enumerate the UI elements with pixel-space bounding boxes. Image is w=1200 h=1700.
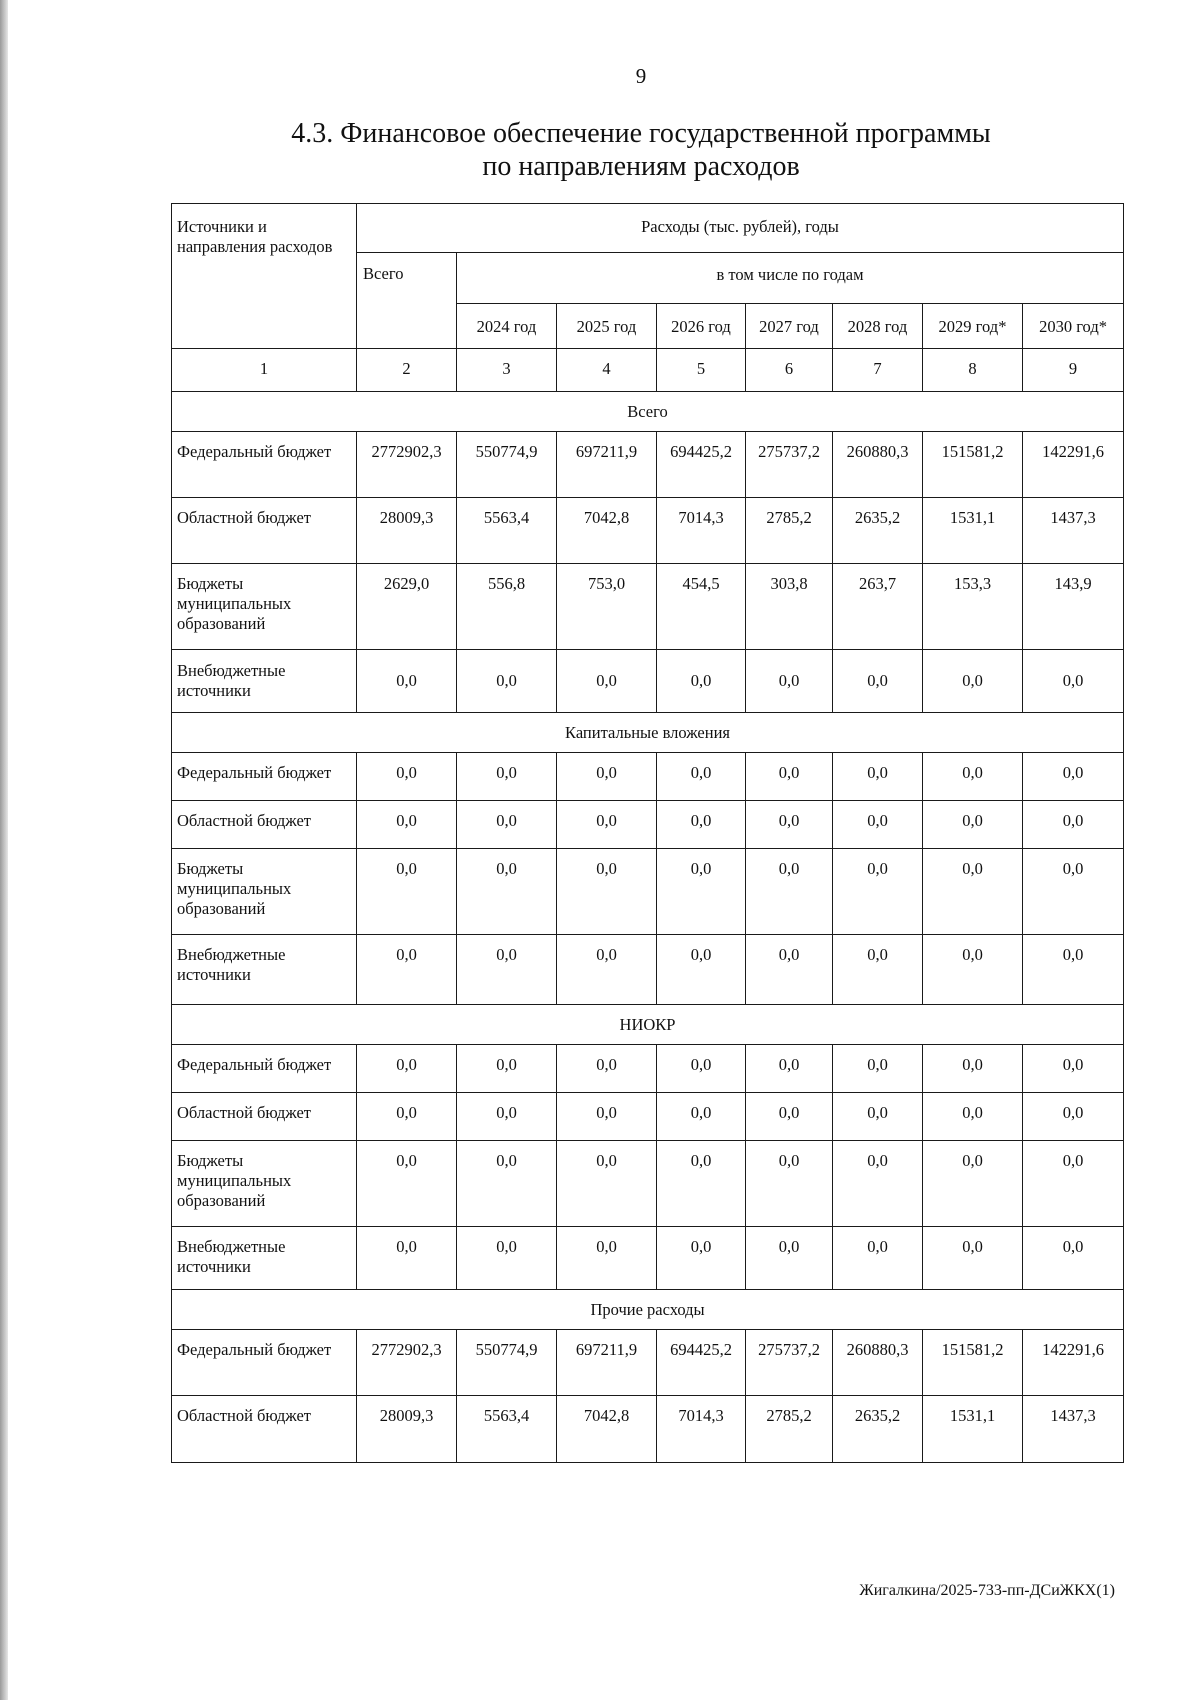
column-number: 9 [1023, 349, 1124, 392]
table-row [172, 1227, 1124, 1290]
column-number: 8 [923, 349, 1023, 392]
row-value: 0,0 [457, 1093, 557, 1141]
section-title: Капитальные вложения [172, 713, 1124, 753]
row-value: 0,0 [657, 650, 746, 713]
row-value: 1437,3 [1023, 1396, 1124, 1463]
row-value: 1531,1 [923, 1396, 1023, 1463]
row-value: 0,0 [1023, 1227, 1124, 1290]
row-label: Областной бюджет [172, 1396, 357, 1463]
row-value: 263,7 [833, 564, 923, 650]
header-by-years: в том числе по годам [457, 253, 1124, 304]
row-label: Федеральный бюджет [172, 1330, 357, 1396]
row-label: Федеральный бюджет [172, 753, 357, 801]
row-label: Федеральный бюджет [172, 1045, 357, 1093]
table-row [172, 849, 1124, 935]
row-value: 275737,2 [746, 1330, 833, 1396]
title-line-1: 4.3. Финансовое обеспечение государственной программы [291, 118, 991, 149]
column-number: 6 [746, 349, 833, 392]
row-value: 0,0 [657, 1093, 746, 1141]
row-value: 0,0 [1023, 1093, 1124, 1141]
row-value: 7014,3 [657, 498, 746, 564]
row-label: Бюджеты муниципальных образований [172, 1141, 357, 1227]
table-row [172, 1330, 1124, 1396]
row-value: 0,0 [1023, 650, 1124, 713]
row-value: 7042,8 [557, 1396, 657, 1463]
header-year: 2024 год [457, 304, 557, 349]
table-row [172, 498, 1124, 564]
table-row [172, 1045, 1124, 1093]
financing-table [171, 203, 1124, 1463]
table-row [172, 1093, 1124, 1141]
row-value: 153,3 [923, 564, 1023, 650]
row-value: 0,0 [357, 1227, 457, 1290]
row-value: 0,0 [1023, 801, 1124, 849]
row-value: 2772902,3 [357, 1330, 457, 1396]
row-value: 697211,9 [557, 432, 657, 498]
row-value: 753,0 [557, 564, 657, 650]
header-year: 2026 год [657, 304, 746, 349]
row-value: 0,0 [1023, 1045, 1124, 1093]
row-value: 0,0 [746, 1227, 833, 1290]
header-year: 2025 год [557, 304, 657, 349]
table-row [172, 935, 1124, 1005]
row-value: 0,0 [833, 935, 923, 1005]
row-value: 0,0 [557, 1227, 657, 1290]
row-label: Федеральный бюджет [172, 432, 357, 498]
section-header-row [172, 1005, 1124, 1045]
row-value: 0,0 [923, 935, 1023, 1005]
title-line-2: по направлениям расходов [482, 151, 800, 182]
row-value: 275737,2 [746, 432, 833, 498]
row-value: 0,0 [923, 650, 1023, 713]
row-value: 0,0 [557, 1093, 657, 1141]
row-value: 0,0 [1023, 849, 1124, 935]
row-label: Внебюджетные источники [172, 650, 357, 713]
row-value: 0,0 [1023, 1141, 1124, 1227]
row-value: 260880,3 [833, 1330, 923, 1396]
row-value: 0,0 [746, 801, 833, 849]
section-header-row [172, 1290, 1124, 1330]
row-value: 0,0 [557, 935, 657, 1005]
row-value: 0,0 [457, 801, 557, 849]
row-value: 28009,3 [357, 498, 457, 564]
table-row [172, 432, 1124, 498]
row-value: 0,0 [457, 1045, 557, 1093]
row-value: 550774,9 [457, 432, 557, 498]
row-value: 303,8 [746, 564, 833, 650]
row-label: Внебюджетные источники [172, 935, 357, 1005]
row-value: 0,0 [357, 650, 457, 713]
row-value: 7042,8 [557, 498, 657, 564]
row-value: 0,0 [357, 1093, 457, 1141]
row-value: 0,0 [746, 1093, 833, 1141]
row-value: 0,0 [557, 650, 657, 713]
row-value: 142291,6 [1023, 432, 1124, 498]
row-value: 151581,2 [923, 1330, 1023, 1396]
table-row [172, 801, 1124, 849]
row-value: 260880,3 [833, 432, 923, 498]
row-value: 7014,3 [657, 1396, 746, 1463]
row-value: 5563,4 [457, 1396, 557, 1463]
row-label: Областной бюджет [172, 801, 357, 849]
row-value: 0,0 [657, 849, 746, 935]
row-value: 694425,2 [657, 432, 746, 498]
row-value: 0,0 [657, 1141, 746, 1227]
row-value: 0,0 [746, 935, 833, 1005]
row-value: 0,0 [923, 849, 1023, 935]
row-label: Бюджеты муниципальных образований [172, 849, 357, 935]
row-value: 0,0 [357, 935, 457, 1005]
row-value: 2785,2 [746, 498, 833, 564]
row-value: 0,0 [357, 801, 457, 849]
header-expenses: Расходы (тыс. рублей), годы [357, 204, 1124, 253]
row-value: 0,0 [833, 753, 923, 801]
row-value: 0,0 [457, 1141, 557, 1227]
row-value: 2772902,3 [357, 432, 457, 498]
header-total: Всего [357, 253, 457, 349]
row-value: 0,0 [557, 1141, 657, 1227]
scan-edge-shadow [0, 0, 8, 1700]
row-value: 1531,1 [923, 498, 1023, 564]
row-value: 0,0 [357, 753, 457, 801]
row-value: 0,0 [833, 1227, 923, 1290]
row-value: 0,0 [457, 650, 557, 713]
column-number: 2 [357, 349, 457, 392]
row-value: 0,0 [557, 801, 657, 849]
header-year: 2028 год [833, 304, 923, 349]
row-value: 0,0 [923, 801, 1023, 849]
row-value: 5563,4 [457, 498, 557, 564]
row-value: 0,0 [457, 935, 557, 1005]
table-row [172, 650, 1124, 713]
page-title [0, 117, 1200, 183]
section-title: НИОКР [172, 1005, 1124, 1045]
row-label: Внебюджетные источники [172, 1227, 357, 1290]
row-value: 142291,6 [1023, 1330, 1124, 1396]
row-value: 0,0 [357, 1045, 457, 1093]
row-value: 0,0 [746, 849, 833, 935]
row-value: 0,0 [557, 849, 657, 935]
header-year: 2030 год* [1023, 304, 1124, 349]
column-numbers-row [172, 349, 1124, 392]
row-value: 0,0 [833, 801, 923, 849]
row-value: 550774,9 [457, 1330, 557, 1396]
table-row [172, 753, 1124, 801]
row-value: 0,0 [557, 1045, 657, 1093]
row-value: 28009,3 [357, 1396, 457, 1463]
row-label: Областной бюджет [172, 498, 357, 564]
row-value: 0,0 [457, 1227, 557, 1290]
row-value: 0,0 [557, 753, 657, 801]
row-value: 454,5 [657, 564, 746, 650]
row-value: 2635,2 [833, 498, 923, 564]
header-year: 2029 год* [923, 304, 1023, 349]
row-value: 0,0 [357, 849, 457, 935]
table-row [172, 564, 1124, 650]
section-title: Всего [172, 392, 1124, 432]
column-number: 1 [172, 349, 357, 392]
row-value: 0,0 [833, 849, 923, 935]
header-sources: Источники и направления расходов [172, 204, 357, 349]
row-value: 2629,0 [357, 564, 457, 650]
column-number: 7 [833, 349, 923, 392]
row-value: 1437,3 [1023, 498, 1124, 564]
row-value: 0,0 [657, 1227, 746, 1290]
row-value: 0,0 [357, 1141, 457, 1227]
row-value: 0,0 [833, 1045, 923, 1093]
row-value: 151581,2 [923, 432, 1023, 498]
row-value: 0,0 [923, 1141, 1023, 1227]
page-number: 9 [635, 64, 647, 88]
row-value: 2785,2 [746, 1396, 833, 1463]
row-value: 0,0 [457, 753, 557, 801]
row-value: 0,0 [923, 1227, 1023, 1290]
row-value: 0,0 [833, 650, 923, 713]
row-value: 556,8 [457, 564, 557, 650]
row-value: 0,0 [746, 753, 833, 801]
row-value: 697211,9 [557, 1330, 657, 1396]
row-value: 2635,2 [833, 1396, 923, 1463]
table-row [172, 1141, 1124, 1227]
column-number: 5 [657, 349, 746, 392]
row-value: 0,0 [746, 1141, 833, 1227]
row-value: 0,0 [657, 1045, 746, 1093]
row-value: 0,0 [657, 935, 746, 1005]
row-value: 694425,2 [657, 1330, 746, 1396]
section-header-row [172, 713, 1124, 753]
row-value: 0,0 [1023, 753, 1124, 801]
row-value: 0,0 [833, 1093, 923, 1141]
row-value: 0,0 [923, 753, 1023, 801]
row-value: 143,9 [1023, 564, 1124, 650]
row-value: 0,0 [746, 650, 833, 713]
table-row [172, 1396, 1124, 1463]
column-number: 4 [557, 349, 657, 392]
document-footer: Жигалкина/2025-733-пп-ДСиЖКХ(1) [859, 1582, 1115, 1599]
row-label: Бюджеты муниципальных образований [172, 564, 357, 650]
column-number: 3 [457, 349, 557, 392]
row-value: 0,0 [457, 849, 557, 935]
row-value: 0,0 [657, 801, 746, 849]
section-title: Прочие расходы [172, 1290, 1124, 1330]
row-value: 0,0 [923, 1045, 1023, 1093]
section-header-row [172, 392, 1124, 432]
row-label: Областной бюджет [172, 1093, 357, 1141]
row-value: 0,0 [657, 753, 746, 801]
row-value: 0,0 [923, 1093, 1023, 1141]
row-value: 0,0 [1023, 935, 1124, 1005]
header-year: 2027 год [746, 304, 833, 349]
row-value: 0,0 [746, 1045, 833, 1093]
row-value: 0,0 [833, 1141, 923, 1227]
